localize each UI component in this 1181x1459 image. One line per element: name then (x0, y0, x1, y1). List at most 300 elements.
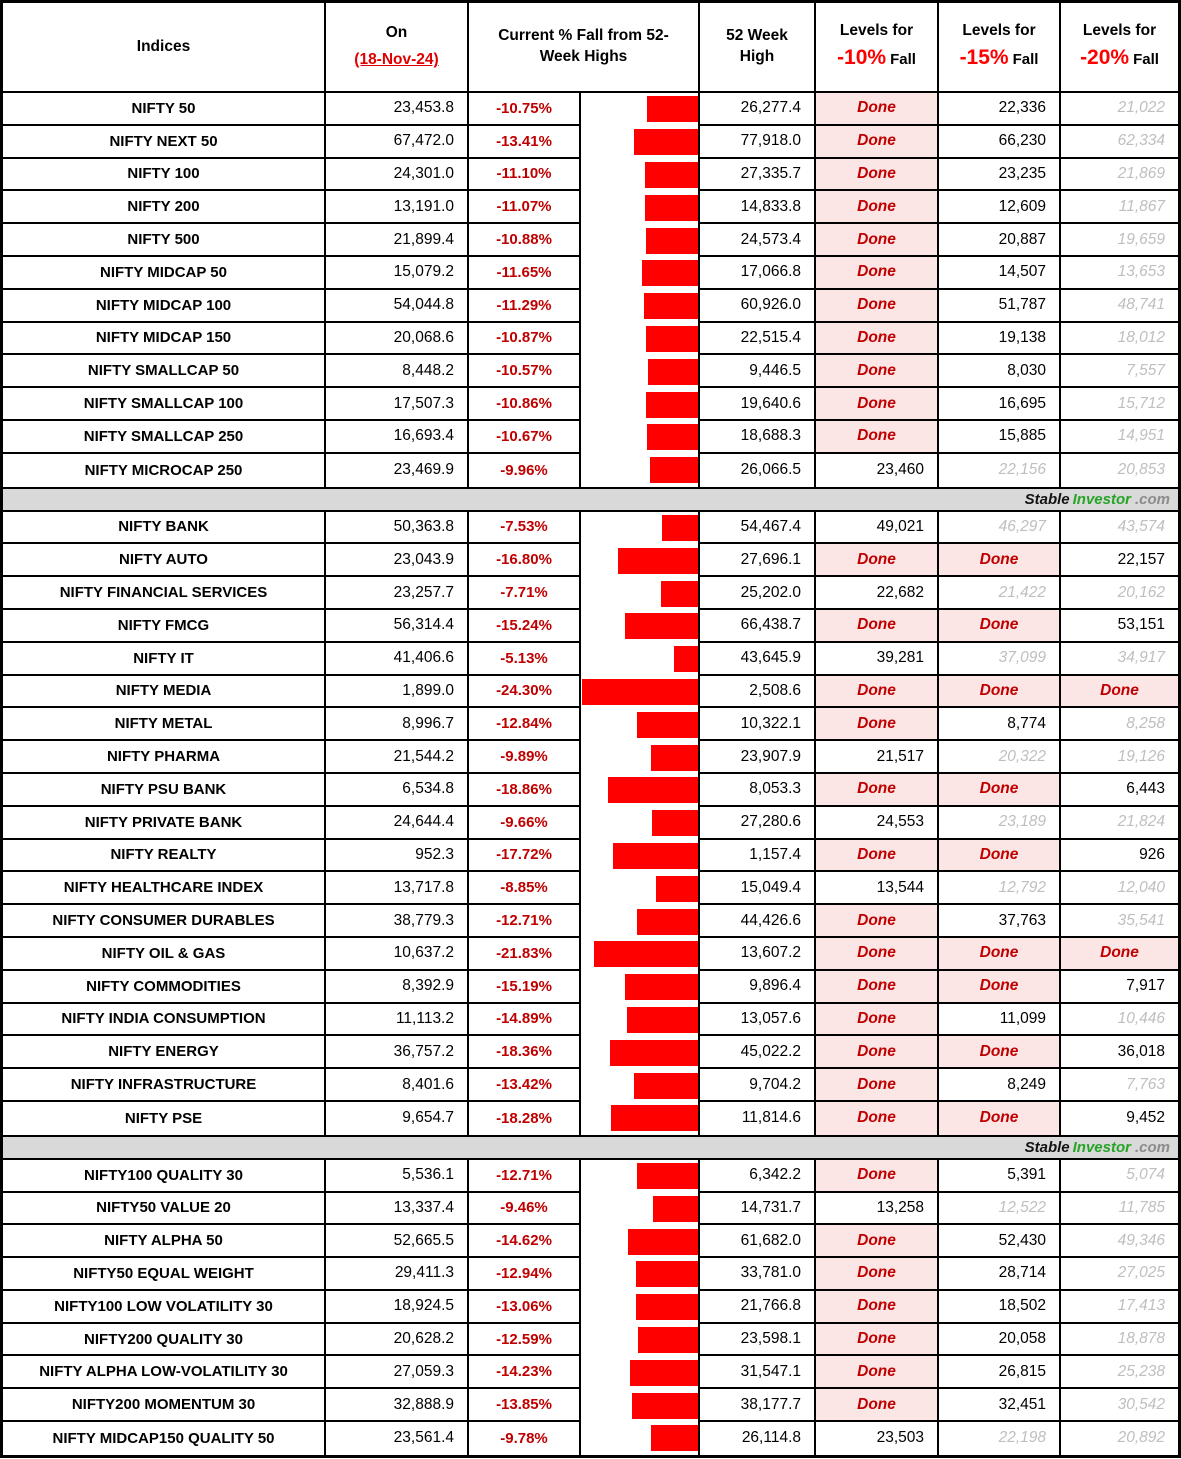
table-header-row (3, 3, 1178, 93)
level-10-cell: Done (816, 126, 939, 159)
index-name: NIFTY 200 (3, 191, 326, 224)
fall-percent: -10.57% (469, 355, 581, 388)
level-20-cell: 27,025 (1061, 1258, 1178, 1291)
fall-percent: -14.89% (469, 1004, 581, 1037)
high-value: 26,066.5 (700, 454, 816, 487)
level-20-cell: 14,951 (1061, 421, 1178, 454)
fall-bar-cell (581, 323, 700, 356)
fall-bar (594, 941, 698, 967)
section-divider (3, 1135, 1178, 1160)
table-row (3, 159, 1178, 192)
header-levels-10-fall-word: Fall (890, 51, 916, 69)
table-row (3, 676, 1178, 709)
high-value: 14,833.8 (700, 191, 816, 224)
on-value: 52,665.5 (326, 1225, 469, 1258)
fall-bar-cell (581, 1160, 700, 1193)
on-value: 8,392.9 (326, 971, 469, 1004)
high-value: 33,781.0 (700, 1258, 816, 1291)
high-value: 54,467.4 (700, 512, 816, 545)
fall-bar (650, 457, 698, 483)
high-value: 26,277.4 (700, 93, 816, 126)
brand-dotcom: .com (1134, 490, 1170, 508)
fall-percent: -10.87% (469, 323, 581, 356)
fall-percent: -18.28% (469, 1102, 581, 1135)
fall-percent: -11.10% (469, 159, 581, 192)
high-value: 6,342.2 (700, 1160, 816, 1193)
index-name: NIFTY REALTY (3, 840, 326, 873)
high-value: 77,918.0 (700, 126, 816, 159)
level-15-cell: 12,792 (939, 872, 1061, 905)
header-levels-10-pct: -10% (837, 46, 887, 70)
fall-percent: -9.96% (469, 454, 581, 487)
fall-bar (656, 876, 698, 902)
fall-bar-cell (581, 421, 700, 454)
fall-bar-cell (581, 610, 700, 643)
level-10-cell: Done (816, 1225, 939, 1258)
fall-bar-cell (581, 126, 700, 159)
table-row (3, 872, 1178, 905)
level-15-cell: 12,609 (939, 191, 1061, 224)
index-name: NIFTY50 EQUAL WEIGHT (3, 1258, 326, 1291)
index-name: NIFTY FMCG (3, 610, 326, 643)
fall-bar (632, 1393, 698, 1419)
level-15-cell: 16,695 (939, 388, 1061, 421)
level-15-cell: 52,430 (939, 1225, 1061, 1258)
index-name: NIFTY100 LOW VOLATILITY 30 (3, 1291, 326, 1324)
level-10-cell: 22,682 (816, 577, 939, 610)
high-value: 44,426.6 (700, 905, 816, 938)
header-indices-label: Indices (136, 37, 191, 55)
index-name: NIFTY ALPHA 50 (3, 1225, 326, 1258)
fall-percent: -16.80% (469, 544, 581, 577)
index-name: NIFTY50 VALUE 20 (3, 1193, 326, 1226)
level-20-cell: 19,126 (1061, 741, 1178, 774)
index-name: NIFTY SMALLCAP 100 (3, 388, 326, 421)
level-10-cell: Done (816, 1160, 939, 1193)
index-name: NIFTY AUTO (3, 544, 326, 577)
fall-percent: -14.23% (469, 1356, 581, 1389)
table-row (3, 938, 1178, 971)
index-name: NIFTY PRIVATE BANK (3, 807, 326, 840)
fall-bar (645, 162, 698, 188)
level-20-cell: 20,892 (1117, 1429, 1165, 1447)
on-value: 15,079.2 (326, 257, 469, 290)
brand-dotcom: .com (1134, 1138, 1170, 1156)
header-levels-20-prefix: Levels for (1082, 22, 1157, 40)
level-10-cell: Done (816, 355, 939, 388)
fall-bar-cell (581, 1069, 700, 1102)
level-20-cell: 53,151 (1061, 610, 1178, 643)
fall-percent: -8.85% (469, 872, 581, 905)
table-row (3, 1356, 1178, 1389)
header-52-week-high (700, 3, 816, 93)
table-row (3, 191, 1178, 224)
level-20-cell: 62,334 (1061, 126, 1178, 159)
fall-bar (618, 548, 698, 574)
on-value: 10,637.2 (326, 938, 469, 971)
fall-bar-cell (581, 1036, 700, 1069)
header-levels-15-fall-word: Fall (1012, 51, 1039, 69)
high-value: 27,335.7 (700, 159, 816, 192)
on-value: 41,406.6 (326, 643, 469, 676)
fall-bar (647, 424, 698, 450)
fall-bar (582, 679, 698, 705)
level-20-cell: 11,867 (1061, 191, 1178, 224)
level-20-cell: 20,853 (1117, 461, 1165, 479)
level-20-cell: Done (1061, 938, 1178, 971)
fall-bar (645, 195, 698, 221)
fall-bar (634, 1073, 698, 1099)
table-row (3, 290, 1178, 323)
fall-bar-cell (581, 807, 700, 840)
fall-percent: -10.86% (469, 388, 581, 421)
fall-bar (637, 1163, 698, 1189)
on-value: 6,534.8 (326, 774, 469, 807)
fall-bar-cell (581, 708, 700, 741)
fall-bar (642, 260, 698, 286)
fall-percent: -10.75% (469, 93, 581, 126)
table-body (3, 93, 1178, 1455)
fall-percent: -14.62% (469, 1225, 581, 1258)
table-row (3, 1291, 1178, 1324)
fall-bar (628, 1229, 698, 1255)
level-20-cell: 15,712 (1061, 388, 1178, 421)
table-row (3, 1193, 1178, 1226)
fall-bar-cell (581, 224, 700, 257)
on-value: 5,536.1 (326, 1160, 469, 1193)
fall-percent: -17.72% (469, 840, 581, 873)
fall-bar (608, 777, 698, 803)
fall-percent: -13.42% (469, 1069, 581, 1102)
level-15-cell: 46,297 (939, 512, 1061, 545)
header-levels-15-pct: -15% (959, 46, 1009, 70)
level-10-cell: 23,460 (816, 454, 939, 487)
on-value: 38,779.3 (326, 905, 469, 938)
level-20-cell: 19,659 (1061, 224, 1178, 257)
level-20-cell: 10,446 (1061, 1004, 1178, 1037)
level-15-cell: 23,189 (939, 807, 1061, 840)
level-20-cell: 35,541 (1061, 905, 1178, 938)
level-15-cell: 26,815 (939, 1356, 1061, 1389)
high-value: 19,640.6 (700, 388, 816, 421)
fall-bar (630, 1360, 698, 1386)
index-name: NIFTY INDIA CONSUMPTION (3, 1004, 326, 1037)
brand-stable: Stable (1024, 1138, 1070, 1156)
high-value: 9,896.4 (700, 971, 816, 1004)
level-15-cell: Done (939, 774, 1061, 807)
on-value: 20,628.2 (326, 1324, 469, 1357)
high-value: 25,202.0 (700, 577, 816, 610)
on-value: 56,314.4 (326, 610, 469, 643)
high-value: 23,598.1 (700, 1324, 816, 1357)
level-20-cell: 34,917 (1061, 643, 1178, 676)
table-row (3, 544, 1178, 577)
level-15-cell: 37,763 (939, 905, 1061, 938)
on-value: 23,453.8 (326, 93, 469, 126)
level-20-cell: 20,162 (1061, 577, 1178, 610)
fall-bar-cell (581, 544, 700, 577)
level-10-cell: Done (816, 1069, 939, 1102)
high-value: 24,573.4 (700, 224, 816, 257)
high-value: 45,022.2 (700, 1036, 816, 1069)
fall-bar (634, 129, 698, 155)
index-name: NIFTY ALPHA LOW-VOLATILITY 30 (3, 1356, 326, 1389)
table-row (3, 840, 1178, 873)
high-value: 26,114.8 (700, 1422, 816, 1455)
fall-percent: -15.19% (469, 971, 581, 1004)
level-10-cell: Done (816, 323, 939, 356)
index-name: NIFTY200 QUALITY 30 (3, 1324, 326, 1357)
on-value: 29,411.3 (326, 1258, 469, 1291)
level-15-cell: Done (939, 544, 1061, 577)
fall-bar-cell (581, 1258, 700, 1291)
level-15-cell: 12,522 (939, 1193, 1061, 1226)
table-row (3, 323, 1178, 356)
level-15-cell: Done (939, 840, 1061, 873)
fall-percent: -24.30% (469, 676, 581, 709)
table-row (3, 1422, 1178, 1455)
fall-bar-cell (581, 840, 700, 873)
level-15-cell: 22,336 (939, 93, 1061, 126)
on-value: 16,693.4 (326, 421, 469, 454)
level-15-cell: 28,714 (939, 1258, 1061, 1291)
level-20-cell: 18,878 (1061, 1324, 1178, 1357)
fall-percent: -10.67% (469, 421, 581, 454)
level-15-cell: Done (939, 938, 1061, 971)
fall-bar-cell (581, 1324, 700, 1357)
index-name: NIFTY HEALTHCARE INDEX (3, 872, 326, 905)
level-20-cell: 8,258 (1061, 708, 1178, 741)
table-row (3, 1225, 1178, 1258)
on-value: 23,043.9 (326, 544, 469, 577)
level-10-cell: 21,517 (816, 741, 939, 774)
on-value: 9,654.7 (326, 1102, 469, 1135)
header-on-date (326, 3, 469, 93)
header-levels-20 (1061, 3, 1178, 93)
index-name: NIFTY SMALLCAP 50 (3, 355, 326, 388)
level-10-cell: 13,544 (816, 872, 939, 905)
header-levels-20-line2 (1080, 44, 1159, 72)
fall-bar-cell (581, 741, 700, 774)
fall-bar-cell (581, 1225, 700, 1258)
fall-bar (661, 581, 698, 607)
fall-percent: -13.85% (469, 1389, 581, 1422)
on-value: 36,757.2 (326, 1036, 469, 1069)
index-name: NIFTY PSU BANK (3, 774, 326, 807)
fall-bar-cell (581, 93, 700, 126)
level-10-cell: Done (816, 388, 939, 421)
level-10-cell: Done (816, 1389, 939, 1422)
level-10-cell: Done (816, 257, 939, 290)
table-row (3, 388, 1178, 421)
fall-bar (611, 1105, 698, 1131)
level-15-cell: 37,099 (939, 643, 1061, 676)
fall-percent: -11.29% (469, 290, 581, 323)
table-row (3, 224, 1178, 257)
level-15-cell: Done (939, 971, 1061, 1004)
level-10-cell: Done (816, 224, 939, 257)
index-name: NIFTY COMMODITIES (3, 971, 326, 1004)
on-value: 32,888.9 (326, 1389, 469, 1422)
fall-percent: -5.13% (469, 643, 581, 676)
on-value: 11,113.2 (326, 1004, 469, 1037)
level-15-cell: 14,507 (939, 257, 1061, 290)
table-row (3, 93, 1178, 126)
level-15-cell: 20,058 (939, 1324, 1061, 1357)
level-20-cell: 7,763 (1061, 1069, 1178, 1102)
level-20-cell: 21,869 (1061, 159, 1178, 192)
level-15-cell: 20,887 (939, 224, 1061, 257)
level-10-cell: Done (816, 1356, 939, 1389)
fall-percent: -11.07% (469, 191, 581, 224)
level-15-cell: 8,249 (939, 1069, 1061, 1102)
header-levels-15-line2 (960, 44, 1039, 72)
fall-bar (625, 613, 698, 639)
fall-bar-cell (581, 257, 700, 290)
fall-bar-cell (581, 676, 700, 709)
fall-bar (636, 1261, 698, 1287)
header-levels-10-line2 (837, 44, 916, 72)
high-value: 2,508.6 (700, 676, 816, 709)
level-10-cell: Done (816, 1102, 939, 1135)
high-value: 22,515.4 (700, 323, 816, 356)
high-value: 9,704.2 (700, 1069, 816, 1102)
table-row (3, 1258, 1178, 1291)
on-value: 8,401.6 (326, 1069, 469, 1102)
fall-bar-cell (581, 971, 700, 1004)
high-value: 43,645.9 (700, 643, 816, 676)
fall-percent: -12.94% (469, 1258, 581, 1291)
header-date-label: (18-Nov-24) (354, 51, 439, 68)
index-name: NIFTY INFRASTRUCTURE (3, 1069, 326, 1102)
index-name: NIFTY PHARMA (3, 741, 326, 774)
high-value: 27,696.1 (700, 544, 816, 577)
high-value: 13,057.6 (700, 1004, 816, 1037)
fall-percent: -12.71% (469, 1160, 581, 1193)
index-name: NIFTY ENERGY (3, 1036, 326, 1069)
fall-bar-cell (581, 1356, 700, 1389)
level-10-cell: Done (816, 840, 939, 873)
header-high-line2: High (739, 48, 775, 65)
table-row (3, 905, 1178, 938)
level-10-cell: Done (816, 676, 939, 709)
level-20-cell: 25,238 (1061, 1356, 1178, 1389)
level-20-cell: 7,917 (1061, 971, 1178, 1004)
header-levels-15 (939, 3, 1061, 93)
level-10-cell: Done (816, 159, 939, 192)
fall-bar-cell (581, 1291, 700, 1324)
header-levels-20-pct: -20% (1080, 46, 1130, 70)
header-on-label: On (385, 24, 408, 42)
table-row (3, 126, 1178, 159)
level-20-cell: 49,346 (1061, 1225, 1178, 1258)
high-value: 9,446.5 (700, 355, 816, 388)
fall-bar (646, 228, 698, 254)
fall-percent: -15.24% (469, 610, 581, 643)
high-value: 21,766.8 (700, 1291, 816, 1324)
table-row (3, 1102, 1178, 1135)
index-name: NIFTY CONSUMER DURABLES (3, 905, 326, 938)
level-15-cell: 22,198 (939, 1422, 1061, 1455)
section-1 (3, 93, 1178, 487)
high-value: 14,731.7 (700, 1193, 816, 1226)
level-20-cell: 926 (1061, 840, 1178, 873)
index-name: NIFTY200 MOMENTUM 30 (3, 1389, 326, 1422)
level-15-cell: 51,787 (939, 290, 1061, 323)
on-value: 24,301.0 (326, 159, 469, 192)
level-10-cell: Done (816, 421, 939, 454)
level-20-cell: 12,040 (1061, 872, 1178, 905)
fall-bar (636, 1294, 698, 1320)
table-row (3, 643, 1178, 676)
level-10-cell: Done (816, 971, 939, 1004)
index-name: NIFTY NEXT 50 (3, 126, 326, 159)
level-10-cell: Done (816, 708, 939, 741)
fall-bar (646, 326, 698, 352)
level-15-cell: 8,030 (939, 355, 1061, 388)
level-15-cell: 66,230 (939, 126, 1061, 159)
table-row (3, 1004, 1178, 1037)
level-15-cell: 19,138 (939, 323, 1061, 356)
table-row (3, 512, 1178, 545)
header-levels-20-fall-word: Fall (1133, 51, 1159, 69)
table-row (3, 774, 1178, 807)
on-value: 13,337.4 (326, 1193, 469, 1226)
fall-percent: -9.46% (469, 1193, 581, 1226)
level-20-cell: 13,653 (1061, 257, 1178, 290)
level-20-cell: 30,542 (1061, 1389, 1178, 1422)
index-name: NIFTY MICROCAP 250 (3, 454, 326, 487)
level-10-cell: Done (816, 1324, 939, 1357)
level-15-cell: 5,391 (939, 1160, 1061, 1193)
header-indices (3, 3, 326, 93)
on-value: 24,644.4 (326, 807, 469, 840)
level-20-cell: 7,557 (1061, 355, 1178, 388)
fall-bar (662, 515, 698, 541)
section-2 (3, 512, 1178, 1135)
on-value: 20,068.6 (326, 323, 469, 356)
high-value: 31,547.1 (700, 1356, 816, 1389)
fall-bar (652, 810, 698, 836)
header-high-line1: 52 Week (726, 27, 788, 45)
fall-percent: -21.83% (469, 938, 581, 971)
fall-bar-cell (581, 1004, 700, 1037)
table-row (3, 708, 1178, 741)
fall-bar (627, 1007, 698, 1033)
level-10-cell: 39,281 (816, 643, 939, 676)
index-name: NIFTY OIL & GAS (3, 938, 326, 971)
table-row (3, 1324, 1178, 1357)
fall-bar (653, 1196, 698, 1222)
index-name: NIFTY MEDIA (3, 676, 326, 709)
high-value: 61,682.0 (700, 1225, 816, 1258)
index-name: NIFTY MIDCAP 150 (3, 323, 326, 356)
fall-bar-cell (581, 159, 700, 192)
level-20-cell: 21,824 (1061, 807, 1178, 840)
header-levels-10-prefix: Levels for (839, 22, 914, 40)
level-20-cell: 48,741 (1061, 290, 1178, 323)
fall-bar-cell (581, 290, 700, 323)
high-value: 10,322.1 (700, 708, 816, 741)
level-15-cell: 8,774 (939, 708, 1061, 741)
on-value: 21,899.4 (326, 224, 469, 257)
fall-bar-cell (581, 577, 700, 610)
on-value: 952.3 (326, 840, 469, 873)
level-20-cell: 43,574 (1061, 512, 1178, 545)
on-value: 54,044.8 (326, 290, 469, 323)
level-15-cell: Done (939, 676, 1061, 709)
fall-bar (637, 712, 698, 738)
